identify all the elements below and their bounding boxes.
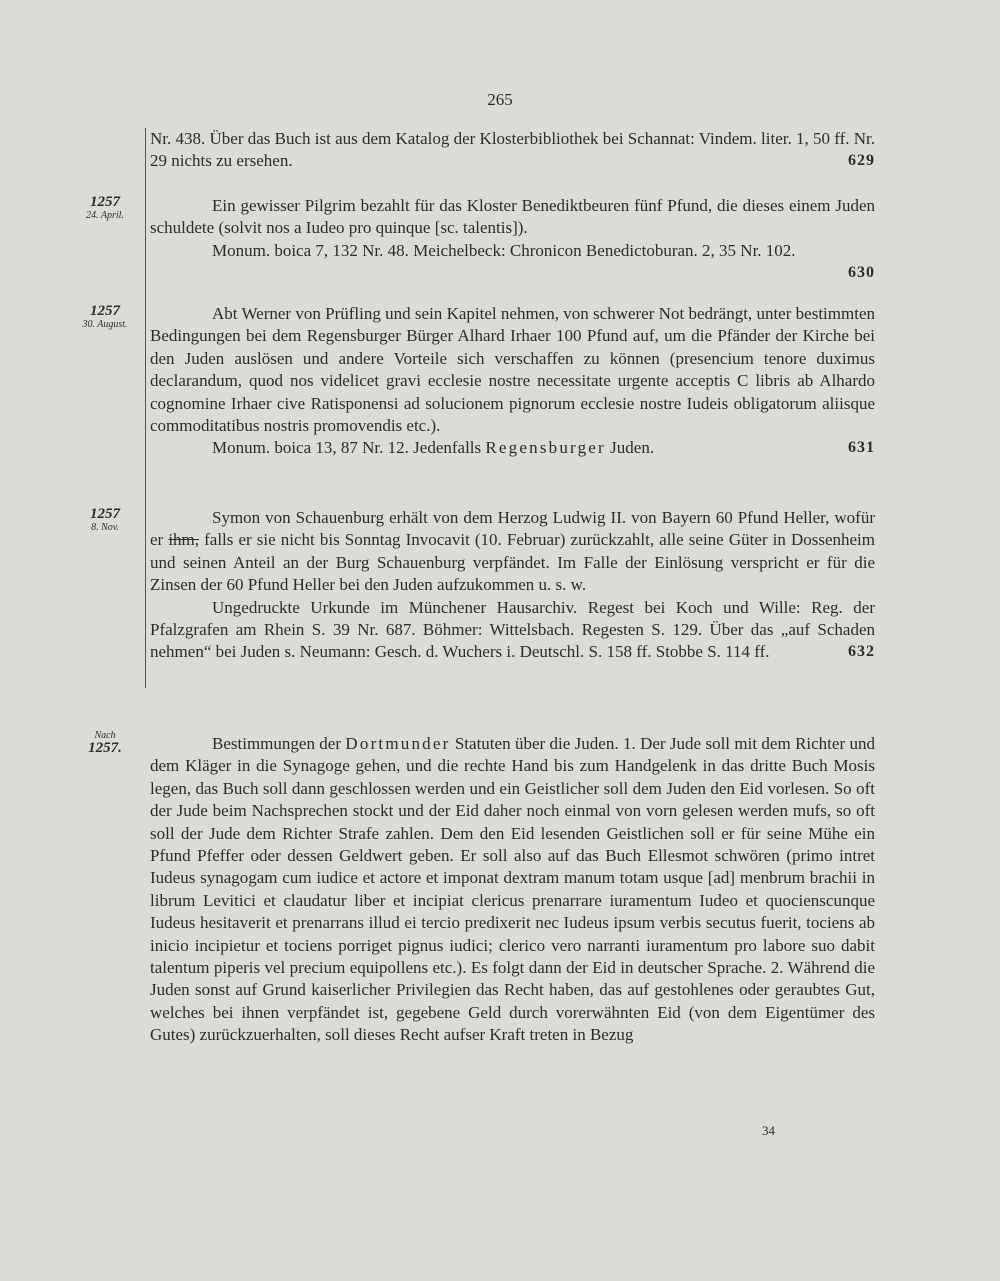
entry-text: Bestimmungen der Dortmunder Statuten über die Juden. 1. Der Jude soll mit dem Richter und dem Kläger in die Synagoge gehen, und die rechte Hand bis zum Handgelenk in das dritte Buch Mosis legen, das Buch soll dann geschlossen werden und ein Geistlicher soll dem Juden den Eid vorlesen. So oft der Jude beim Nachsprechen stockt und der Eid daher noch einmal von vorn gelesen werden mufs, so oft soll der Jude dem Richter Strafe zahlen. Dem den Eid lesenden Geistlichen soll er für seine Mühe ein Pfund Pfeffer oder dessen Geldwert geben. Er soll also auf das Buch Ellesmot schwören (primo intret Iudeus synagogam cum iudice et actore et imponat dextram manum totam usque [ad] menbrum brachii in librum Levitici et claudatur liber et incipiat clericus prenarrare iuramentum Iudeo et quociensсunque Iudeus hesitaverit et prenarrans illud ei tercio predixerit nec Iudeus ipsum verbis secutus fuerit, tociens ab inicio incipietur et tociens porriget pignus iudici; clerico vero narranti iuramentum pro labore suo dabit talentum piperis vel precium equipollens etc.). Es folgt dann der Eid in deutscher Sprache. 2. Während die Juden sonst auf Grund kaiserlicher Privilegien das Recht haben, das auf gestohlenes oder geraubtes Gut, welches bei ihnen verpfändet ist, gegebene Geld durch vorerwähnten Eid (von dem Eigentümer des Gutes) zurückzuerhalten, soll dieses Recht aufser Kraft treten in Bezug [150, 734, 875, 1045]
date-year: 1257 [90, 506, 120, 522]
entry-reference: Monum. boica 7, 132 Nr. 48. Meichelbeck: Chronicon Benedictoburan. 2, 35 Nr. 102. 630 [150, 240, 875, 262]
entry-dortmund [150, 733, 875, 1047]
entry-629 [150, 128, 875, 173]
date-day: 24. April. [86, 210, 124, 221]
page-number: 265 [487, 90, 513, 109]
struck-text: ihm, [168, 530, 200, 550]
date-prefix: Nach [94, 730, 116, 741]
entry-text: Nr. 438. Über das Buch ist aus dem Katalog der Klosterbibliothek bei Schannat: Vindem. liter. 1, 50 ff. Nr. 29 nichts zu ersehen. 629 [150, 128, 875, 173]
date-day: 8. Nov. [91, 522, 119, 533]
entry-number: 630 [848, 264, 875, 282]
signature-mark: 34 [762, 1123, 775, 1138]
entry-text: Symon von Schauenburg erhält von dem Herzog Ludwig II. von Bayern 60 Pfund Heller, wofür er ihm, falls er sie nicht bis Sonntag Invocavit (10. Februar) zurückzahlt, alle seine Güter in Dossenheim und seinen Anteil an der Burg Schauenburg verpfändet. Im Falle der Einlösung verspricht er für die Zinsen der 60 Pfund Heller bei den Juden aufzukommen u. s. w. [150, 508, 875, 595]
date-year: 1257 [90, 194, 120, 210]
entry-number: 631 [848, 439, 875, 457]
entry-630 [150, 195, 875, 285]
entry-632 [150, 507, 875, 664]
date-note [70, 730, 140, 754]
entry-reference: Monum. boica 13, 87 Nr. 12. Jedenfalls Regensburger Juden. 631 [150, 437, 875, 459]
entry-text: Abt Werner von Prüfling und sein Kapitel nehmen, von schwerer Not bedrängt, unter bestimmten Bedingungen bei dem Regensburger Bürger Alhard Irhaer 100 Pfund auf, um die Pfänder der Kirche bei den Juden auslösen und andere Vorteile sich verschaffen zu können (presencium tenore duximus declarandum, quod nos videlicet gravi ecclesie nostre necessitate urgente acceptis C libris ab Alhardo cognomine Irhaer cive Ratisponensi ad solucionem pignorum ecclesie nostre Iudeis obligatorum aliisque commoditatibus nostris promovendis etc.). [150, 304, 875, 436]
date-year: 1257. [88, 740, 122, 756]
entry-number: 632 [848, 643, 875, 661]
margin-rule [145, 128, 146, 688]
date-note [70, 196, 140, 222]
entry-631 [150, 303, 875, 460]
date-note [70, 305, 140, 331]
date-note [70, 508, 140, 534]
entry-number: 629 [848, 152, 875, 170]
entry-text: Ein gewisser Pilgrim bezahlt für das Kloster Benediktbeuren fünf Pfund, die dieses einem Juden schuldete (solvit nos a Iudeo pro quinque [sc. talentis]). [150, 196, 875, 238]
entry-reference: Ungedruckte Urkunde im Münchener Hausarchiv. Regest bei Koch und Wille: Reg. der Pfalzgrafen am Rhein S. 39 Nr. 687. Böhmer: Wittelsbach. Regesten S. 129. Über das „auf Schaden nehmen“ bei Juden s. Neumann: Gesch. d. Wuchers i. Deutschl. S. 158 ff. Stobbe S. 114 ff. 632 [150, 597, 875, 664]
date-year: 1257 [90, 303, 120, 319]
date-day: 30. August. [82, 319, 128, 330]
